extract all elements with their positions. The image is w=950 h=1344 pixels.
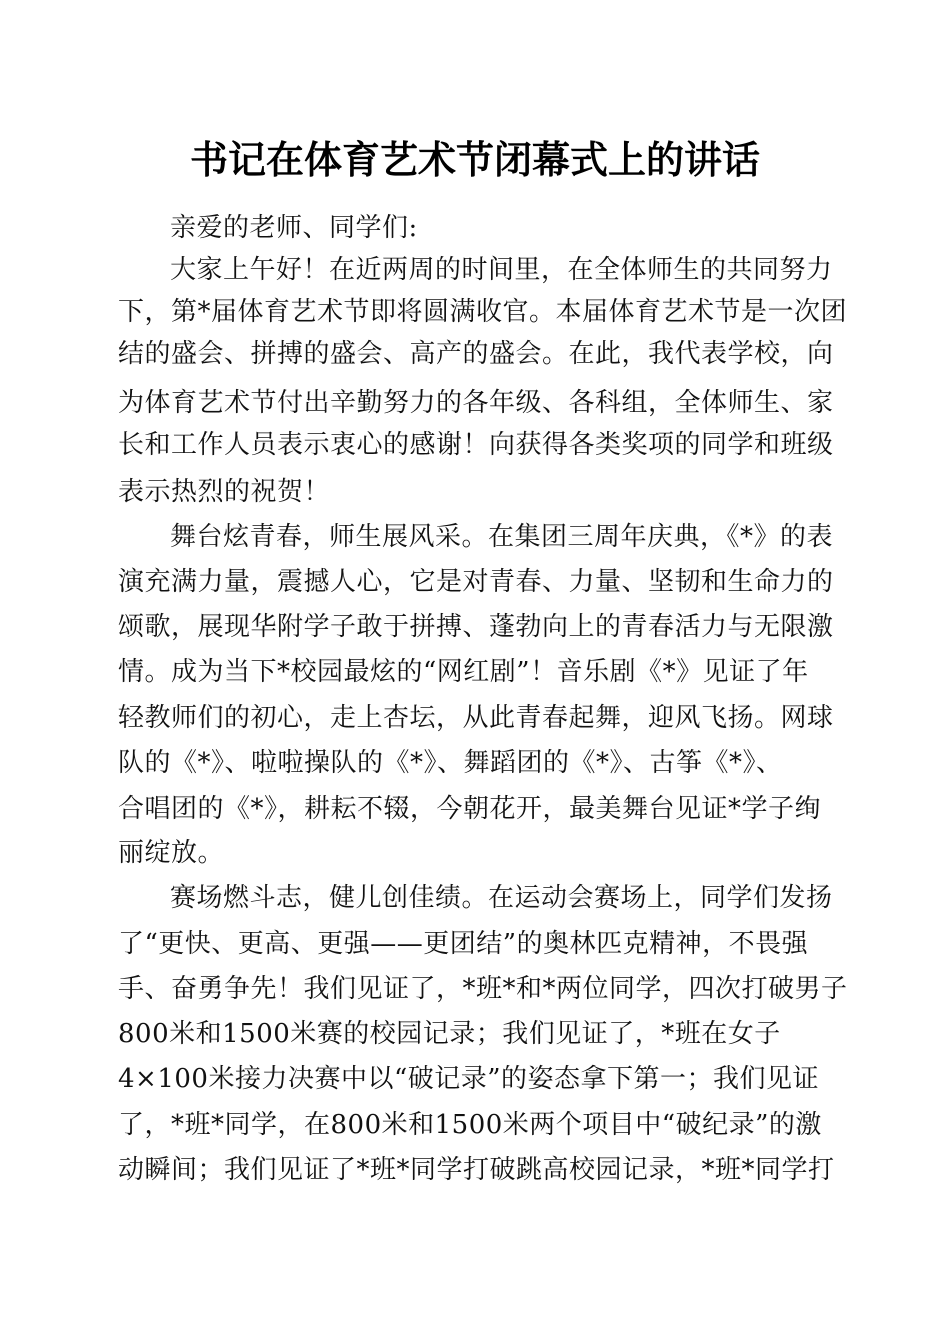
document-title: 书记在体育艺术节闭幕式上的讲话 [189, 137, 760, 182]
paragraph-line: 赛场燃斗志，健儿创佳绩。在运动会赛场上，同学们发扬 [170, 883, 833, 913]
paragraph-line: 轻教师们的初心，走上杏坛，从此青春起舞，迎风飞扬。网球 [118, 703, 834, 733]
paragraph-line: 大家上午好！在近两周的时间里，在全体师生的共同努力 [170, 255, 833, 285]
salutation-line: 亲爱的老师、同学们: [170, 213, 418, 243]
paragraph-line: 为体育艺术节付出辛勤努力的各年级、各科组，全体师生、家 [118, 388, 834, 418]
paragraph-line: 颂歌，展现华附学子敢于拼搏、蓬勃向上的青春活力与无限激 [118, 612, 834, 642]
paragraph-line: 舞台炫青春，师生展风采。在集团三周年庆典，《*》的表 [170, 522, 834, 552]
paragraph-line: 下，第*届体育艺术节即将圆满收官。本届体育艺术节是一次团 [118, 297, 848, 327]
paragraph-line: 结的盛会、拼搏的盛会、高产的盛会。在此，我代表学校，向 [118, 339, 834, 369]
paragraph-line: 长和工作人员表示衷心的感谢！向获得各类奖项的同学和班级 [118, 430, 834, 460]
paragraph-line: 了，*班*同学，在800米和1500米两个项目中“破纪录”的激 [118, 1110, 822, 1140]
paragraph-line: 表示热烈的祝贺！ [118, 477, 331, 507]
paragraph-line: 4×100米接力决赛中以“破记录”的姿态拿下第一；我们见证 [118, 1064, 820, 1094]
paragraph-line: 情。成为当下*校园最炫的“网红剧”！音乐剧《*》见证了年 [118, 657, 809, 687]
paragraph-line: 合唱团的《*》，耕耘不辍，今朝花开，最美舞台见证*学子绚 [118, 794, 822, 824]
paragraph-line: 队的《*》、啦啦操队的《*》、舞蹈团的《*》、古筝《*》、 [118, 748, 783, 778]
paragraph-line: 了“更快、更高、更强——更团结”的奥林匹克精神，不畏强 [118, 929, 809, 959]
paragraph-line: 丽绽放。 [118, 838, 225, 868]
paragraph-line: 800米和1500米赛的校园记录；我们见证了，*班在女子 [118, 1019, 781, 1049]
paragraph-line: 手、奋勇争先！我们见证了，*班*和*两位同学，四次打破男子 [118, 974, 848, 1004]
paragraph-line: 动瞬间；我们见证了*班*同学打破跳高校园记录，*班*同学打 [118, 1155, 835, 1185]
paragraph-line: 演充满力量，震撼人心，它是对青春、力量、坚韧和生命力的 [118, 567, 834, 597]
